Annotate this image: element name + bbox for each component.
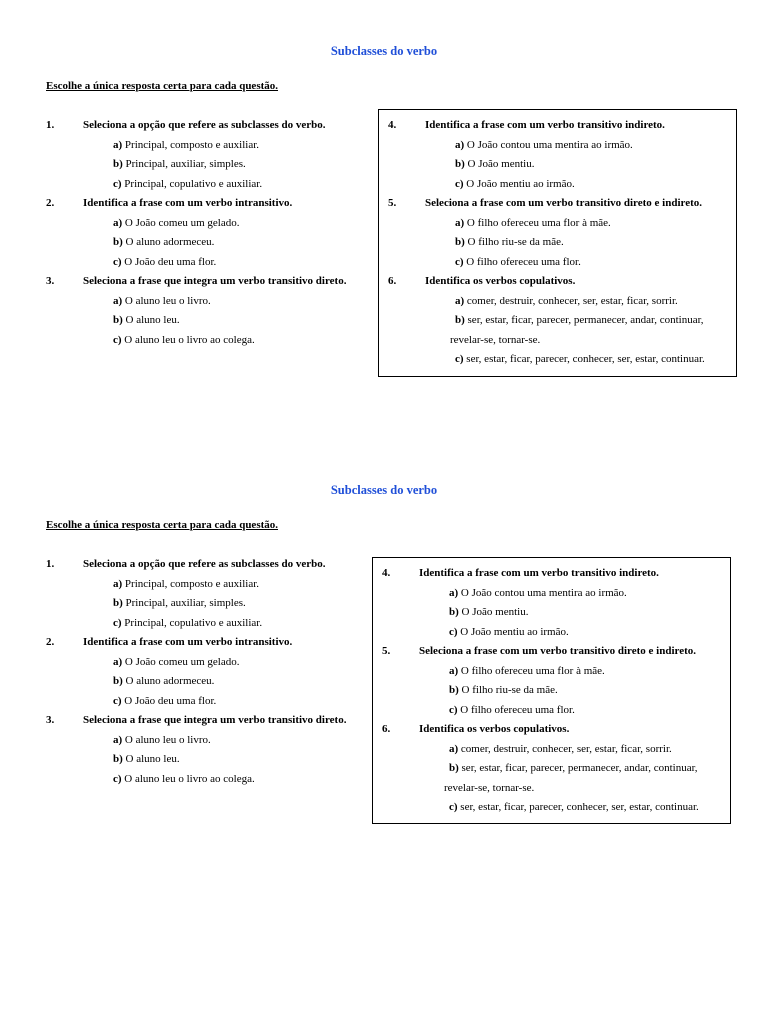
option-text: O filho ofereceu uma flor. <box>460 703 575 716</box>
option-letter: a) <box>113 138 123 151</box>
option-text: Principal, copulativo e auxiliar. <box>124 177 263 190</box>
question-text: Identifica a frase com um verbo intransitivo. <box>83 636 293 648</box>
option-text: comer, destruir, conhecer, ser, estar, ficar, sorrir. <box>466 294 678 307</box>
option-text: O João mentiu ao irmão. <box>466 177 575 190</box>
answer-option <box>455 236 564 248</box>
option-text: O filho ofereceu uma flor. <box>466 255 581 268</box>
option-letter: c) <box>455 353 464 365</box>
option-letter: a) <box>449 742 459 755</box>
option-letter: a) <box>113 577 123 590</box>
answer-option <box>113 578 259 590</box>
option-letter: a) <box>455 294 465 307</box>
option-text: O João mentiu. <box>467 158 535 170</box>
option-text: O filho riu-se da mãe. <box>467 236 564 248</box>
question-number: 2. <box>46 636 55 648</box>
answer-option <box>455 217 611 229</box>
option-text: O aluno adormeceu. <box>125 675 215 687</box>
option-text: O filho ofereceu uma flor à mãe. <box>460 664 605 677</box>
option-text: O João deu uma flor. <box>124 255 217 268</box>
option-text: O João contou uma mentira ao irmão. <box>466 138 633 151</box>
option-letter: a) <box>113 294 123 307</box>
option-letter: a) <box>449 664 459 677</box>
option-letter: b) <box>449 684 459 696</box>
question-number: 6. <box>388 275 397 287</box>
option-text: O aluno leu. <box>125 314 180 326</box>
option-letter: b) <box>113 597 123 609</box>
answer-option <box>113 236 214 248</box>
option-letter: a) <box>113 655 123 668</box>
answer-option <box>113 334 255 346</box>
option-text: O João mentiu ao irmão. <box>460 625 569 638</box>
answer-option <box>449 704 575 716</box>
question-number: 5. <box>382 645 391 657</box>
option-text: O filho riu-se da mãe. <box>461 684 558 696</box>
question-number: 1. <box>46 119 55 131</box>
option-letter: c) <box>113 333 122 346</box>
option-text: Principal, copulativo e auxiliar. <box>124 616 263 629</box>
answer-option <box>113 656 239 668</box>
answer-option <box>455 256 581 268</box>
option-letter: b) <box>113 158 123 170</box>
option-continuation: revelar-se, tornar-se. <box>450 333 541 346</box>
answer-option <box>455 139 633 151</box>
option-letter: b) <box>455 314 465 326</box>
question-number: 2. <box>46 197 55 209</box>
question-text: Seleciona a opção que refere as subclasses do verbo. <box>83 119 326 131</box>
answer-option <box>449 801 699 813</box>
option-text: ser, estar, ficar, parecer, permanecer, andar, continuar, <box>461 762 698 774</box>
option-letter: c) <box>455 255 464 268</box>
answer-option <box>113 256 216 268</box>
option-text: O aluno adormeceu. <box>125 236 215 248</box>
option-letter: c) <box>113 177 122 190</box>
question-text: Identifica os verbos copulativos. <box>419 723 570 735</box>
option-letter: c) <box>113 772 122 785</box>
option-text: O aluno leu o livro. <box>124 294 211 307</box>
answer-option <box>449 606 528 618</box>
answer-option <box>113 753 180 765</box>
answer-option <box>455 178 575 190</box>
option-letter: b) <box>455 158 465 170</box>
option-text: Principal, auxiliar, simples. <box>125 158 246 170</box>
option-text: Principal, auxiliar, simples. <box>125 597 246 609</box>
worksheet-instruction: Escolhe a única resposta certa para cada questão. <box>46 80 279 92</box>
option-letter: b) <box>113 753 123 765</box>
option-letter: b) <box>113 675 123 687</box>
question-text: Seleciona a frase que integra um verbo transitivo direto. <box>83 275 347 287</box>
option-text: O João comeu um gelado. <box>124 216 240 229</box>
option-text: O aluno leu. <box>125 753 180 765</box>
answer-option <box>449 626 569 638</box>
option-text: O João mentiu. <box>461 606 529 618</box>
answer-option <box>455 353 705 365</box>
option-continuation: revelar-se, tornar-se. <box>444 781 535 794</box>
option-letter: c) <box>449 703 458 716</box>
answer-option <box>113 217 239 229</box>
answer-option <box>455 314 704 326</box>
worksheet-instruction: Escolhe a única resposta certa para cada questão. <box>46 519 279 531</box>
option-letter: b) <box>455 236 465 248</box>
question-number: 3. <box>46 275 55 287</box>
option-letter: c) <box>113 694 122 707</box>
answer-option <box>113 695 216 707</box>
answer-option <box>449 587 627 599</box>
option-text: O aluno leu o livro ao colega. <box>124 333 255 346</box>
option-letter: a) <box>113 733 123 746</box>
option-text: O aluno leu o livro ao colega. <box>124 772 255 785</box>
option-text: Principal, composto e auxiliar. <box>124 577 260 590</box>
question-number: 5. <box>388 197 397 209</box>
option-letter: a) <box>455 138 465 151</box>
option-text: Principal, composto e auxiliar. <box>124 138 260 151</box>
question-text: Identifica a frase com um verbo transitivo indireto. <box>425 119 665 131</box>
option-letter: c) <box>449 801 458 813</box>
answer-option <box>113 773 255 785</box>
option-letter: a) <box>449 586 459 599</box>
option-letter: a) <box>113 216 123 229</box>
answer-option <box>449 665 605 677</box>
answer-option <box>449 743 672 755</box>
option-text: O filho ofereceu uma flor à mãe. <box>466 216 611 229</box>
option-letter: c) <box>455 177 464 190</box>
answer-option <box>113 295 211 307</box>
option-letter: c) <box>113 255 122 268</box>
option-text: comer, destruir, conhecer, ser, estar, ficar, sorrir. <box>460 742 672 755</box>
answer-option <box>113 597 246 609</box>
question-text: Seleciona a frase que integra um verbo transitivo direto. <box>83 714 347 726</box>
answer-option <box>113 675 214 687</box>
option-text: ser, estar, ficar, parecer, conhecer, ser, estar, continuar. <box>466 353 705 365</box>
question-text: Identifica a frase com um verbo intransitivo. <box>83 197 293 209</box>
question-number: 4. <box>382 567 391 579</box>
question-text: Identifica os verbos copulativos. <box>425 275 576 287</box>
question-text: Seleciona a frase com um verbo transitivo direto e indireto. <box>425 197 702 209</box>
answer-option <box>113 734 211 746</box>
option-letter: b) <box>449 762 459 774</box>
option-letter: b) <box>449 606 459 618</box>
question-text: Identifica a frase com um verbo transitivo indireto. <box>419 567 659 579</box>
answer-option <box>455 295 678 307</box>
answer-option <box>449 684 558 696</box>
option-letter: c) <box>113 616 122 629</box>
question-text: Seleciona a opção que refere as subclasses do verbo. <box>83 558 326 570</box>
option-text: O aluno leu o livro. <box>124 733 211 746</box>
answer-option <box>113 314 180 326</box>
option-letter: b) <box>113 236 123 248</box>
question-text: Seleciona a frase com um verbo transitivo direto e indireto. <box>419 645 696 657</box>
answer-option <box>113 139 259 151</box>
question-number: 4. <box>388 119 397 131</box>
option-text: O João contou uma mentira ao irmão. <box>460 586 627 599</box>
option-letter: b) <box>113 314 123 326</box>
question-number: 3. <box>46 714 55 726</box>
worksheet-title: Subclasses do verbo <box>330 44 438 58</box>
question-number: 6. <box>382 723 391 735</box>
option-letter: a) <box>455 216 465 229</box>
answer-option <box>113 158 246 170</box>
option-text: ser, estar, ficar, parecer, conhecer, ser, estar, continuar. <box>460 801 699 813</box>
worksheet-title: Subclasses do verbo <box>330 483 438 497</box>
answer-option <box>449 762 698 774</box>
option-text: ser, estar, ficar, parecer, permanecer, andar, continuar, <box>467 314 704 326</box>
option-text: O João comeu um gelado. <box>124 655 240 668</box>
option-letter: c) <box>449 625 458 638</box>
option-text: O João deu uma flor. <box>124 694 217 707</box>
answer-option <box>113 178 262 190</box>
question-number: 1. <box>46 558 55 570</box>
answer-option <box>113 617 262 629</box>
answer-option <box>455 158 534 170</box>
